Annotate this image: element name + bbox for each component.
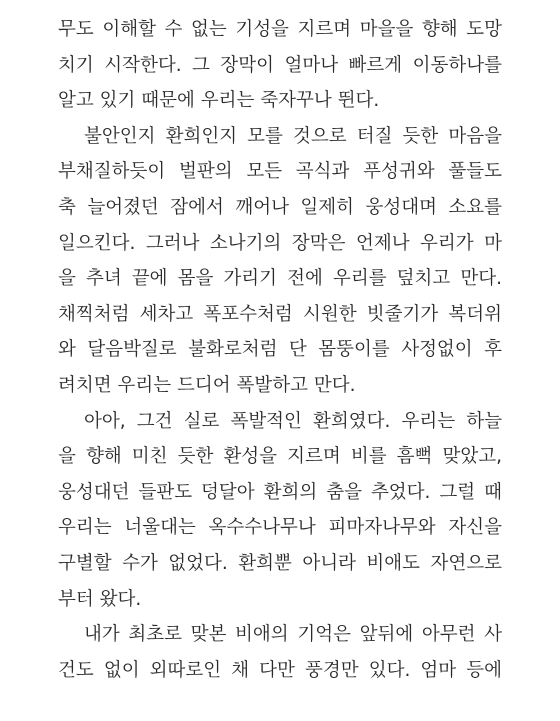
text-line: 구별할 수가 없었다. 환희뿐 아니라 비애도 자연으로 (58, 552, 502, 574)
text-line: 부터 왔다. (58, 588, 142, 610)
text-line: 우리는 너울대는 옥수수나무나 피마자나무와 자신을 (58, 517, 502, 539)
text-line: 건도 없이 외따로인 채 다만 풍경만 있다. 엄마 등에 (58, 659, 502, 681)
text-line: 웅성대던 들판도 덩달아 환희의 춤을 추었다. 그럴 때 (58, 481, 502, 503)
body-text (58, 12, 502, 688)
text-line: 을 향해 미친 듯한 환성을 지르며 비를 흠뻑 맞았고, (58, 446, 502, 468)
text-line: 부채질하듯이 벌판의 모든 곡식과 푸성귀와 풀들도 (58, 161, 502, 183)
text-line: 을 추녀 끝에 몸을 가리기 전에 우리를 덮치고 만다. (58, 268, 502, 290)
text-line: 일으킨다. 그러나 소나기의 장막은 언제나 우리가 마 (58, 232, 502, 254)
text-line: 치기 시작한다. 그 장막이 얼마나 빠르게 이동하나를 (58, 54, 502, 76)
text-line: 와 달음박질로 불화로처럼 단 몸뚱이를 사정없이 후 (58, 339, 502, 361)
text-line: 려치면 우리는 드디어 폭발하고 만다. (58, 374, 356, 396)
text-line: 불안인지 환희인지 모를 것으로 터질 듯한 마음을 (84, 125, 502, 147)
text-line: 내가 최초로 맞본 비애의 기억은 앞뒤에 아무런 사 (84, 624, 502, 646)
text-line: 무도 이해할 수 없는 기성을 지르며 마을을 향해 도망 (58, 19, 502, 40)
text-line: 아아, 그건 실로 폭발적인 환희였다. 우리는 하늘 (84, 410, 502, 432)
text-line: 채찍처럼 세차고 폭포수처럼 시원한 빗줄기가 복더위 (58, 303, 502, 325)
text-line: 알고 있기 때문에 우리는 죽자꾸나 뛴다. (58, 90, 380, 112)
text-line: 축 늘어졌던 잠에서 깨어나 일제히 웅성대며 소요를 (58, 196, 502, 218)
